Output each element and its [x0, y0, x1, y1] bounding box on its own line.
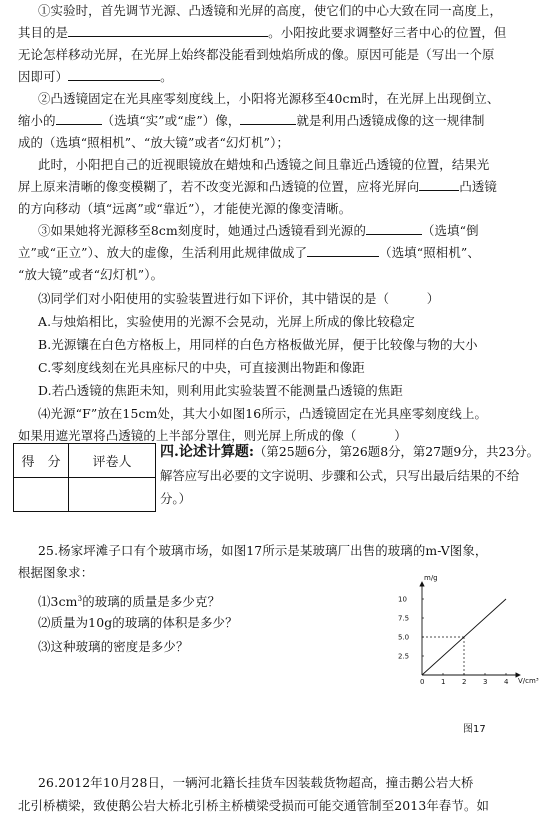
text: ⑶这种玻璃的密度是多少？ [38, 639, 189, 654]
question-4 [38, 403, 538, 425]
question-3 [38, 288, 538, 310]
y-tick-label: 7.5 [398, 614, 410, 623]
option-d [38, 380, 538, 402]
text-line [18, 110, 538, 132]
text: A.与烛焰相比，实验使用的光源不会晃动，光屏上所成的像比较稳定 [38, 314, 415, 329]
text: 屏上原来清晰的像变模糊了，若不改变光源和凸透镜的位置，应将光屏向 [18, 179, 420, 194]
text: 26.2012年10月28日，一辆河北籍长挂货车因装载货物超高，撞击鹅公岩大桥 [38, 775, 474, 790]
text: 因即可） [18, 69, 69, 84]
text: ①实验时，首先调节光源、凸透镜和光屏的高度，使它们的中心大致在同一高度上， [38, 3, 503, 18]
text: “放大镜”或者“幻灯机”）。 [18, 267, 164, 282]
option-b [38, 334, 538, 356]
text: B.光源镶在白色方格板上，用同样的白色方格板做光屏，便于比较像与物的大小 [38, 337, 478, 352]
text-line [38, 154, 538, 176]
text: ⑶同学们对小阳使用的实验装置进行如下评价，其中错误的是（ ） [38, 291, 440, 306]
text: 的方向移动（填“远离”或“靠近”），才能使光源的像变清晰。 [18, 201, 352, 216]
y-axis-label: m/g [424, 574, 438, 582]
score-table [13, 443, 156, 512]
answer-blank[interactable] [419, 178, 459, 191]
text: 无论怎样移动光屏，在光屏上始终都没能看到烛焰所成的像。原因可能是（写出一个原 [18, 47, 495, 62]
text-line [18, 44, 538, 66]
x-tick-label: 4 [504, 678, 509, 686]
section-instructions: （第25题6分，第26题8分，第27题9分，共23分。解答应写出必要的文字说明、步骤和公式，只写出最后结果的不给分。） [160, 444, 540, 506]
text: 成的（选填“照相机”、“放大镜”或者“幻灯机”）； [18, 135, 289, 150]
text-line [18, 132, 538, 154]
answer-blank[interactable] [68, 24, 268, 37]
text: ③如果她将光源移至8cm刻度时，她通过凸透镜看到光源的 [38, 223, 366, 238]
text: ⑷光源“F”放在15cm处，其大小如图16所示，凸透镜固定在光具座零刻度线上。 [38, 406, 488, 421]
answer-blank[interactable] [366, 222, 422, 235]
text-line [38, 0, 538, 22]
x-tick-label: 2 [462, 678, 467, 686]
y-tick-label: 5.0 [398, 633, 410, 642]
text: 根据图象求： [18, 565, 94, 580]
section-4 [160, 440, 540, 510]
grader-cell[interactable] [69, 478, 156, 512]
option-a [38, 311, 538, 333]
score-header: 得 分 [14, 444, 69, 478]
text: C.零刻度线刻在光具座标尺的中央，可直接测出物距和像距 [38, 360, 365, 375]
y-tick-label: 2.5 [398, 652, 410, 661]
text: ②凸透镜固定在光具座零刻度线上，小阳将光源移至40cm时，在光屏上出现倒立、 [38, 91, 500, 106]
text-line [38, 88, 538, 110]
text: 凸透镜 [459, 179, 497, 194]
text-line [18, 264, 538, 286]
text-line [38, 220, 538, 242]
text: ⑵质量为10g的玻璃的体积是多少？ [38, 615, 238, 630]
grader-header: 评卷人 [69, 444, 156, 478]
text-line [18, 176, 538, 198]
text: 的玻璃的质量是多少克？ [82, 594, 221, 610]
option-c [38, 357, 538, 379]
text-line [18, 198, 538, 220]
text: 25.杨家坪滩子口有个玻璃市场，如图17所示是某玻璃厂出售的玻璃的m-V图象， [38, 543, 488, 558]
text: （选填“倒 [422, 223, 479, 238]
text: 。小阳按此要求调整好三者中心的位置，但 [268, 25, 507, 40]
text: ⑴3cm [38, 594, 78, 610]
text: 如果用遮光罩将凸透镜的上半部分罩住，则光屏上所成的像（ ） [18, 428, 407, 443]
x-axis-label: V/cm³ [518, 677, 539, 685]
y-tick-label: 10 [398, 595, 407, 604]
figure-caption: 图17 [463, 724, 486, 735]
text: 缩小的 [18, 113, 56, 128]
score-cell[interactable] [14, 478, 69, 512]
answer-blank[interactable] [68, 68, 160, 81]
x-tick-label: 1 [441, 678, 446, 686]
mv-chart [360, 570, 550, 695]
text-line [18, 242, 538, 264]
x-tick-label: 3 [483, 678, 488, 686]
text: （选填“照相机”、 [379, 245, 480, 260]
text: 其目的是 [18, 25, 69, 40]
text-line [18, 66, 538, 88]
section-heading: 四.论述计算题: [160, 444, 255, 460]
text: 立”或“正立”）、放大的虚像，生活利用此规律做成了 [18, 245, 308, 260]
text: （选填“实”或“虚”）像， [101, 113, 241, 128]
superscript: 3 [77, 595, 83, 603]
x-tick-label: 0 [420, 678, 425, 686]
text-line [18, 22, 538, 44]
answer-blank[interactable] [240, 112, 296, 125]
answer-blank[interactable] [307, 244, 379, 257]
text: D.若凸透镜的焦距未知，则利用此实验装置不能测量凸透镜的焦距 [38, 383, 403, 398]
answer-blank[interactable] [56, 112, 102, 125]
question-25 [38, 540, 538, 562]
text: 。 [160, 69, 173, 84]
question-26 [38, 772, 538, 794]
text: 此时，小阳把自己的近视眼镜放在蜡烛和凸透镜之间且靠近凸透镜的位置，结果光 [38, 157, 490, 172]
text: 北引桥横梁，致使鹅公岩大桥北引桥主桥横梁受损而可能交通管制至2013年春节。如 [18, 798, 490, 813]
text: 就是利用凸透镜成像的这一规律制 [296, 113, 485, 128]
text-line [18, 795, 538, 817]
